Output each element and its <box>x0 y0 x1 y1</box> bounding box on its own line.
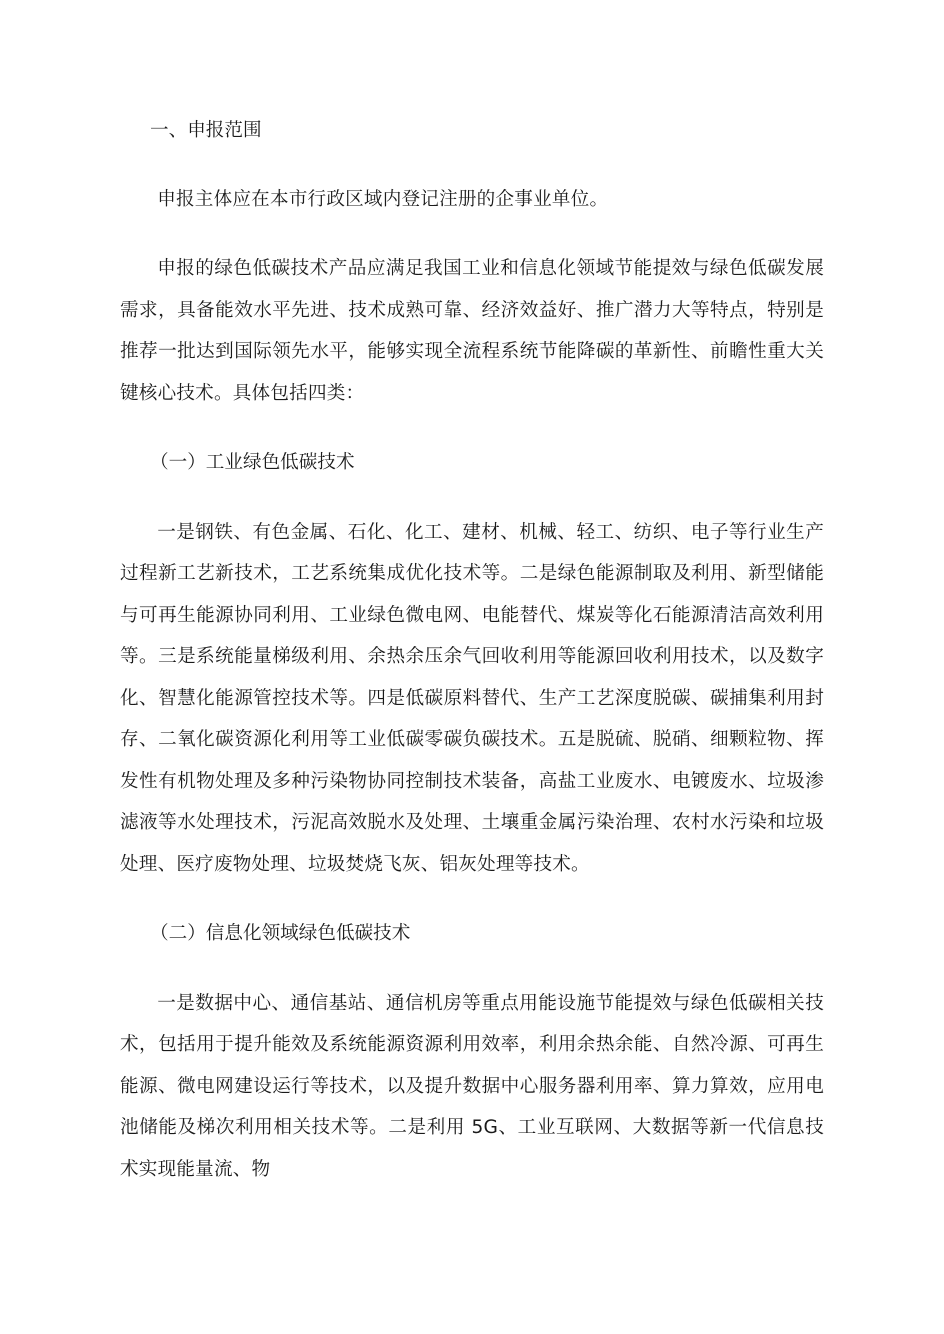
paragraph-applicant: 申报主体应在本市行政区域内登记注册的企事业单位。 <box>157 188 609 210</box>
paragraph-industrial-body: 一是钢铁、有色金属、石化、化工、建材、机械、轻工、纺织、电子等行业生产过程新工艺新技术，工艺系统集成优化技术等。二是绿色能源制取及利用、新型储能与可再生能源协同利用、工业绿色微电网、电能替代、煤炭等化石能源清洁高效利用等。三是系统能量梯级利用、余热余压余气回收利用等能源回收利用技术，以及数字化、智慧化能源管控技术等。四是低碳原料替代、生产工艺深度脱碳、碳捕集利用封存、二氧化碳资源化利用等工业低碳零碳负碳技术。五是脱硫、脱硝、细颗粒物、挥发性有机物处理及多种污染物协同控制技术装备，高盐工业废水、电镀废水、垃圾渗滤液等水处理技术，污泥高效脱水及处理、土壤重金属污染治理、农村水污染和垃圾处理、医疗废物处理、垃圾焚烧飞灰、铝灰处理等技术。 <box>120 521 824 875</box>
document-page <box>120 110 824 1190</box>
subsection-heading-ict: （二）信息化领域绿色低碳技术 <box>150 923 411 944</box>
paragraph-ict-body: 一是数据中心、通信基站、通信机房等重点用能设施节能提效与绿色低碳相关技术，包括用于提升能效及系统能源资源利用效率，利用余热余能、自然冷源、可再生能源、微电网建设运行等技术，以及提升数据中心服务器利用率、算力算效，应用电池储能及梯次利用相关技术等。二是利用 5G、工业互联网、大数据等新一代信息技术实现能量流、物 <box>120 992 824 1180</box>
section-title: 一、申报范围 <box>150 120 262 141</box>
subsection-heading-industrial: （一）工业绿色低碳技术 <box>150 452 355 473</box>
paragraph-requirements: 申报的绿色低碳技术产品应满足我国工业和信息化领域节能提效与绿色低碳发展需求，具备能效水平先进、技术成熟可靠、经济效益好、推广潜力大等特点，特别是推荐一批达到国际领先水平，能够实现全流程系统节能降碳的革新性、前瞻性重大关键核心技术。具体包括四类： <box>120 258 824 404</box>
